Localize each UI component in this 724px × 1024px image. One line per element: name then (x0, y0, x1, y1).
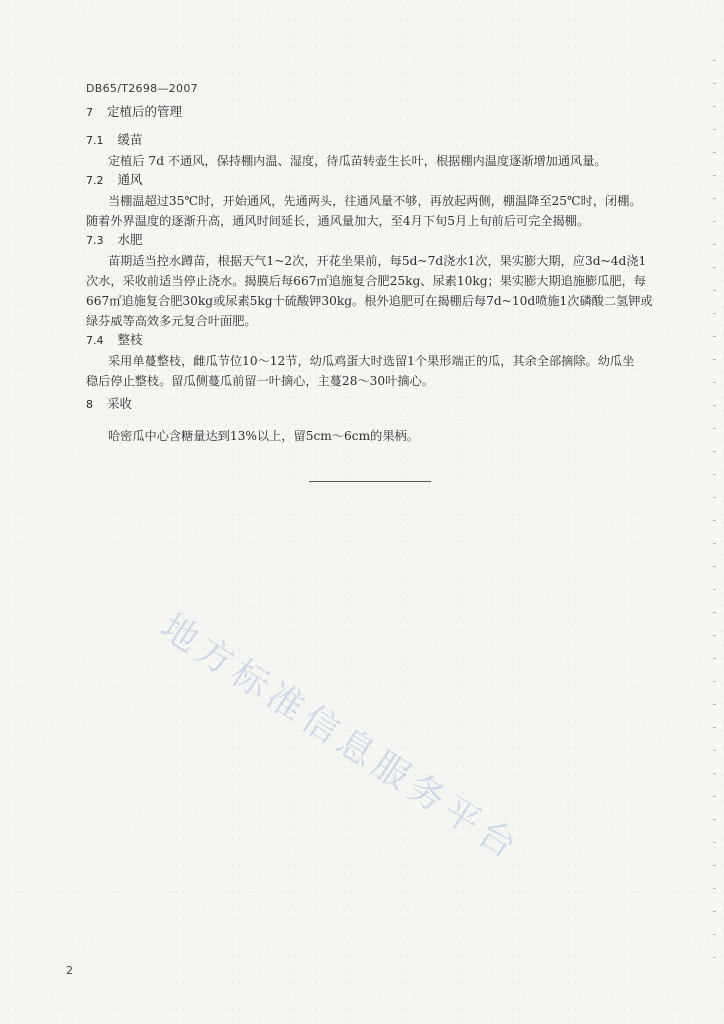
section-8-heading (86, 396, 132, 413)
scan-edge-marks (713, 60, 716, 960)
section-7-3-line-2: 次水，采收前适当停止浇水。揭膜后每667㎡追施复合肥25kg、尿素10kg；果实膨大期追施膨瓜肥，每 (86, 274, 646, 288)
section-8-title: 采收 (107, 396, 133, 411)
section-7-2-title: 通风 (117, 172, 143, 187)
section-7-3-line-4: 绿芬威等高效多元复合叶面肥。 (86, 314, 257, 328)
section-7-4-line-2: 稳后停止整枝。留瓜侧蔓瓜前留一叶摘心，主蔓28～30叶摘心。 (86, 374, 434, 388)
end-divider (309, 481, 431, 482)
watermark-text: 地方标准信息服务平台 (153, 606, 528, 870)
page-number: 2 (66, 964, 73, 977)
section-7-2-line-2: 随着外界温度的逐渐升高，通风时间延长，通风量加大，至4月下旬5月上旬前后可完全揭棚。 (86, 214, 590, 228)
section-7-1-line-1: 定植后 7d 不通风，保持棚内温、湿度，待瓜苗转壶生长叶，根据棚内温度逐渐增加通风量。 (108, 154, 607, 168)
section-7-3-title: 水肥 (117, 232, 143, 247)
standard-number: DB65/T2698—2007 (86, 82, 198, 95)
section-7-4-line-1: 采用单蔓整枝，雌瓜节位10～12节，幼瓜鸡蛋大时选留1个果形端正的瓜，其余全部摘除。幼瓜坐 (108, 354, 635, 368)
section-7-number: 7 (86, 106, 93, 119)
section-7-2-heading (86, 172, 143, 189)
section-7-3-line-3: 667㎡追施复合肥30kg或尿素5kg十硫酸钾30kg。根外追肥可在揭棚后每7d~10d喷施1次磷酸二氢钾或 (86, 294, 653, 308)
section-8-line-1: 哈密瓜中心含糖量达到13%以上，留5cm～6cm的果柄。 (108, 429, 419, 443)
section-7-1-heading (86, 132, 143, 149)
section-7-4-heading (86, 332, 143, 349)
section-7-2-line-1: 当棚温超过35℃时，开始通风，先通两头，往通风量不够，再放起两侧，棚温降至25℃时，闭棚。 (108, 194, 642, 208)
section-7-1-number: 7.1 (86, 134, 104, 147)
section-7-heading (86, 104, 182, 121)
section-7-3-line-1: 苗期适当控水蹲苗，根据天气1~2次，开花坐果前，每5d~7d浇水1次，果实膨大期，应3d~4d浇1 (108, 254, 647, 268)
section-7-title: 定植后的管理 (107, 104, 183, 119)
section-7-2-number: 7.2 (86, 174, 104, 187)
section-8-number: 8 (86, 398, 93, 411)
section-7-4-title: 整枝 (117, 332, 143, 347)
section-7-3-heading (86, 232, 143, 249)
section-7-1-title: 缓苗 (117, 132, 143, 147)
section-7-3-number: 7.3 (86, 234, 104, 247)
section-7-4-number: 7.4 (86, 334, 104, 347)
